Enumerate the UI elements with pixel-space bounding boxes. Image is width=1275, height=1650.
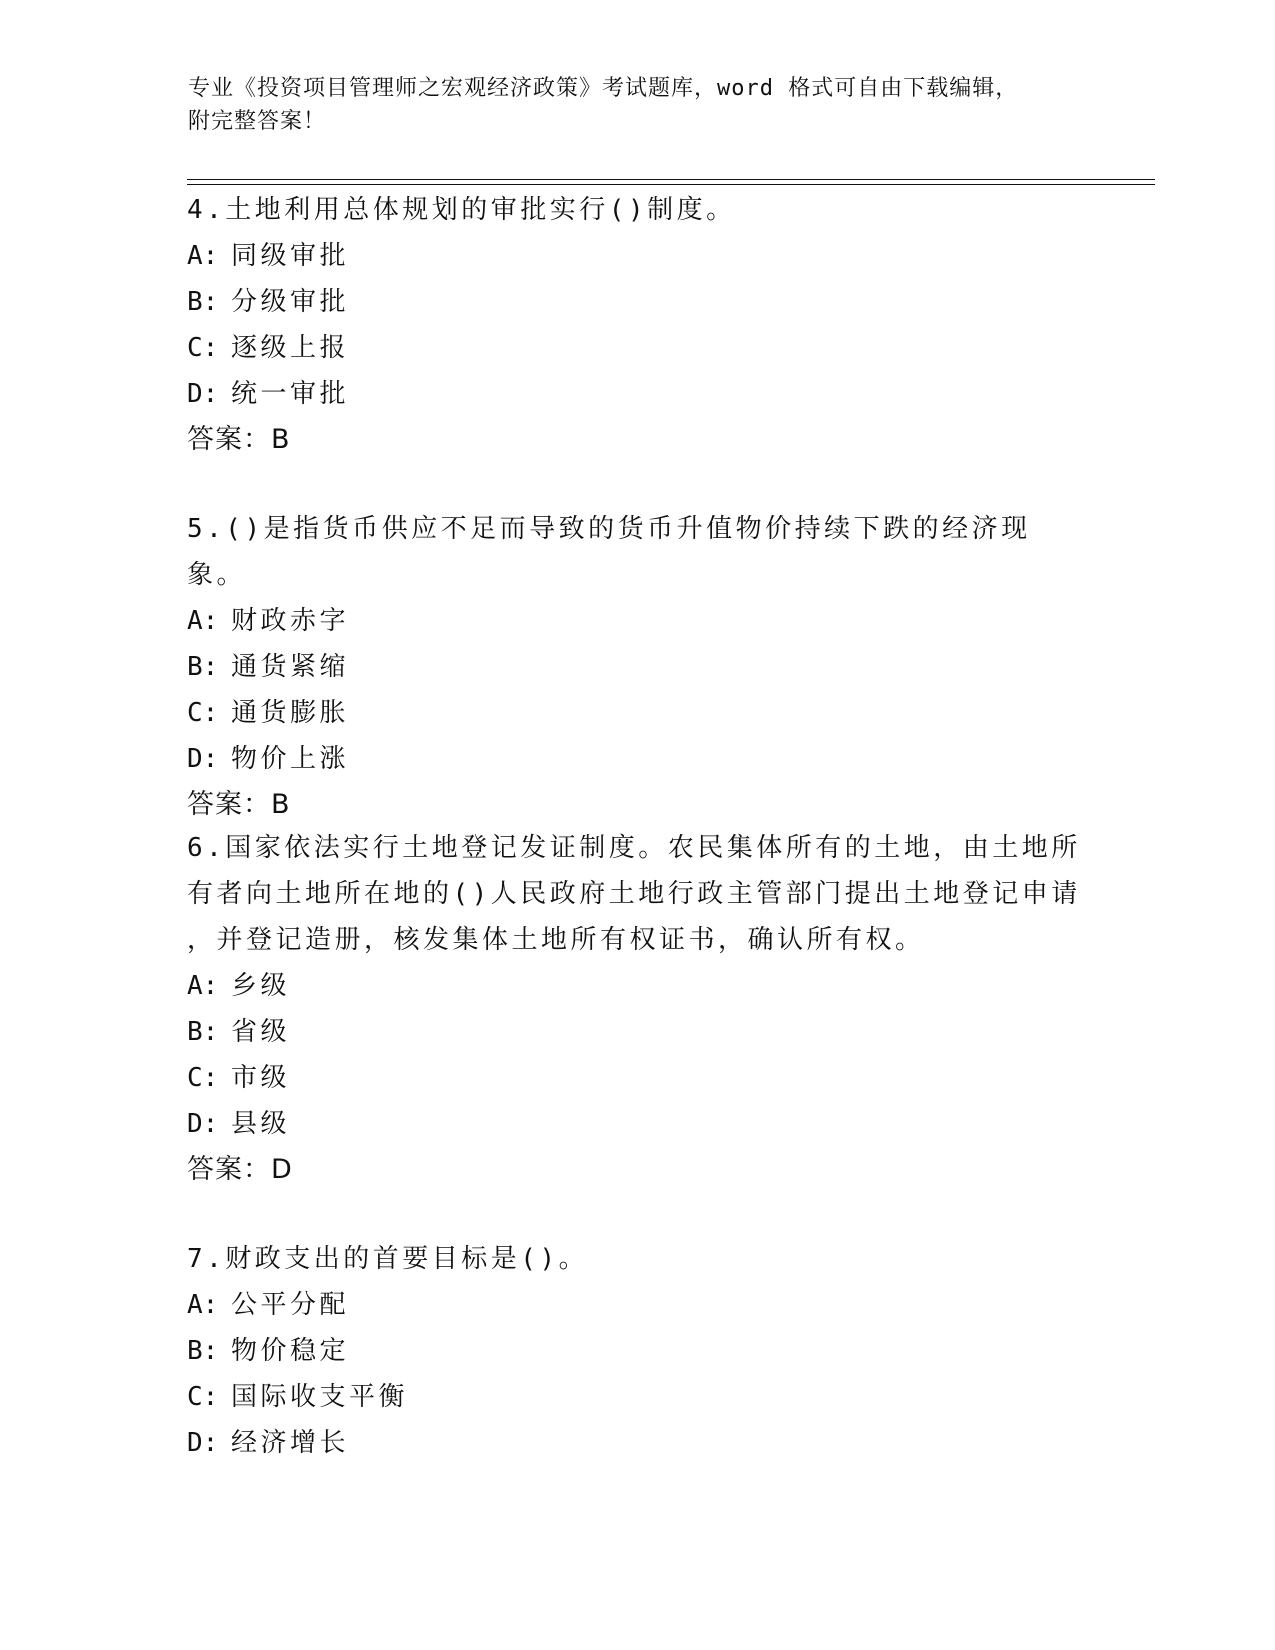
option-text: 财政赤字 [231,606,350,636]
answer: 答案：D [187,1154,293,1185]
question-6 [187,825,1087,1193]
option-text: 通货膨胀 [231,698,350,728]
option-letter: A: [187,1290,219,1320]
option-d [187,736,1087,782]
option-c [187,690,1087,736]
answer: 答案：B [187,789,291,820]
option-letter: D: [187,1109,219,1139]
header-divider-top [187,179,1155,180]
header-divider-bottom [187,184,1155,185]
question-7 [187,1236,1087,1466]
option-text: 物价稳定 [231,1336,350,1366]
question-stem: 5.()是指货币供应不足而导致的货币升值物价持续下跌的经济现象。 [187,514,1031,590]
option-d [187,371,1087,417]
option-text: 逐级上报 [231,333,350,363]
option-letter: C: [187,698,219,728]
option-letter: B: [187,1017,219,1047]
question-4 [187,187,1087,463]
option-text: 同级审批 [231,241,350,271]
intro-line-1: 专业《投资项目管理师之宏观经济政策》考试题库，word 格式可自由下载编辑， [188,76,1019,101]
option-text: 市级 [231,1063,291,1093]
option-text: 乡级 [231,971,291,1001]
question-stem: 7.财政支出的首要目标是()。 [187,1244,589,1274]
question-stem-line-3: ，并登记造册，核发集体土地所有权证书，确认所有权。 [187,925,925,955]
option-c [187,325,1087,371]
option-letter: B: [187,1336,219,1366]
option-b [187,279,1087,325]
intro-line-2: 附完整答案！ [188,109,327,134]
option-d [187,1420,1087,1466]
option-letter: C: [187,1063,219,1093]
option-letter: A: [187,606,219,636]
question-5 [187,506,1087,828]
option-letter: C: [187,1382,219,1412]
option-letter: A: [187,971,219,1001]
option-b [187,644,1087,690]
option-text: 通货紧缩 [231,652,350,682]
option-letter: A: [187,241,219,271]
option-letter: B: [187,287,219,317]
option-a [187,598,1087,644]
option-text: 公平分配 [231,1290,350,1320]
answer: 答案：B [187,424,291,455]
option-text: 县级 [231,1109,291,1139]
option-text: 省级 [231,1017,291,1047]
option-b [187,1009,1087,1055]
option-d [187,1101,1087,1147]
option-a [187,233,1087,279]
option-letter: D: [187,1428,219,1458]
option-c [187,1374,1087,1420]
document-header [188,72,1088,138]
option-text: 国际收支平衡 [231,1382,409,1412]
option-text: 物价上涨 [231,744,350,774]
option-c [187,1055,1087,1101]
question-stem: 4.土地利用总体规划的审批实行()制度。 [187,195,736,225]
option-a [187,1282,1087,1328]
option-a [187,963,1087,1009]
option-b [187,1328,1087,1374]
option-letter: B: [187,652,219,682]
option-letter: D: [187,744,219,774]
option-text: 经济增长 [231,1428,350,1458]
option-letter: C: [187,333,219,363]
option-text: 分级审批 [231,287,350,317]
option-letter: D: [187,379,219,409]
question-stem-line-1: 6.国家依法实行土地登记发证制度。农民集体所有的土地，由土地所 [187,833,1081,863]
option-text: 统一审批 [231,379,350,409]
question-stem-line-2: 有者向土地所在地的()人民政府土地行政主管部门提出土地登记申请 [187,879,1081,909]
